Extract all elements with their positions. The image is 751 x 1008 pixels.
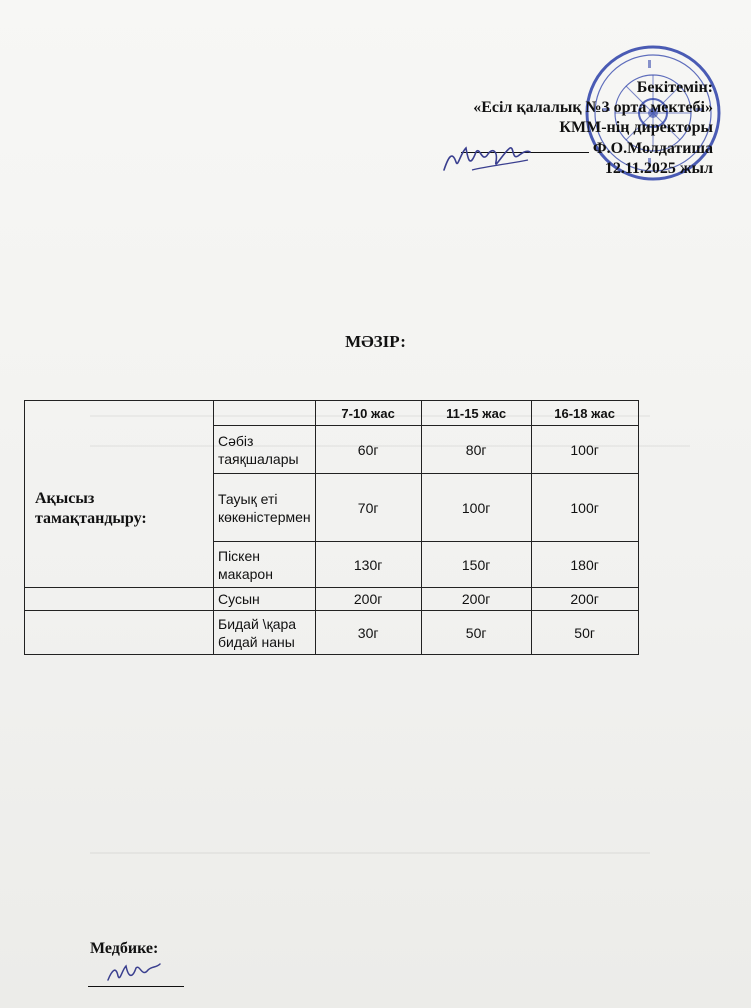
header-cell: 11-15 жас: [421, 401, 531, 426]
table-row: [25, 588, 639, 611]
approval-date: 12.11.2025 жыл: [604, 160, 713, 177]
portion-cell: 130г: [315, 542, 421, 588]
table-header-row: [25, 401, 639, 426]
nurse-signature-icon: [104, 956, 164, 990]
nurse-label: Медбике:: [90, 940, 159, 957]
group-label-cell: [25, 401, 214, 588]
portion-cell: 70г: [315, 474, 421, 542]
food-item: Бидай \қара бидай наны: [214, 611, 316, 655]
portion-cell: 50г: [421, 611, 531, 655]
portion-cell: 180г: [531, 542, 638, 588]
portion-cell: 100г: [421, 474, 531, 542]
food-item: Сәбіз таяқшалары: [214, 426, 316, 474]
header-cell: [214, 401, 316, 426]
portion-cell: 200г: [531, 588, 638, 611]
portion-cell: 60г: [315, 426, 421, 474]
approval-heading: Бекітемін:: [636, 79, 713, 96]
portion-cell: 100г: [531, 474, 638, 542]
table-row: [25, 611, 639, 655]
empty-cell: [25, 588, 214, 611]
portion-cell: 50г: [531, 611, 638, 655]
portion-cell: 200г: [315, 588, 421, 611]
food-item: Сусын: [214, 588, 316, 611]
portion-cell: 150г: [421, 542, 531, 588]
director-signature-icon: [438, 140, 538, 180]
document-title: МӘЗІР:: [345, 332, 406, 351]
header-cell: 16-18 жас: [531, 401, 638, 426]
group-label: Ақысыз тамақтандыру:: [35, 490, 147, 527]
portion-cell: 200г: [421, 588, 531, 611]
bleed-through-line: [90, 852, 650, 854]
portion-cell: 80г: [421, 426, 531, 474]
director-title: КММ-нің директоры: [559, 119, 713, 136]
school-name: «Есіл қалалық №3 орта мектебі»: [473, 99, 713, 116]
food-item: Тауық еті көкөністермен: [214, 474, 316, 542]
nurse-signature-underline: [88, 986, 184, 987]
food-item: Піскен макарон: [214, 542, 316, 588]
portion-cell: 100г: [531, 426, 638, 474]
menu-table: [24, 400, 639, 655]
header-cell: 7-10 жас: [315, 401, 421, 426]
director-name: Ф.О.Молдатиша: [592, 140, 713, 157]
portion-cell: 30г: [315, 611, 421, 655]
empty-cell: [25, 611, 214, 655]
